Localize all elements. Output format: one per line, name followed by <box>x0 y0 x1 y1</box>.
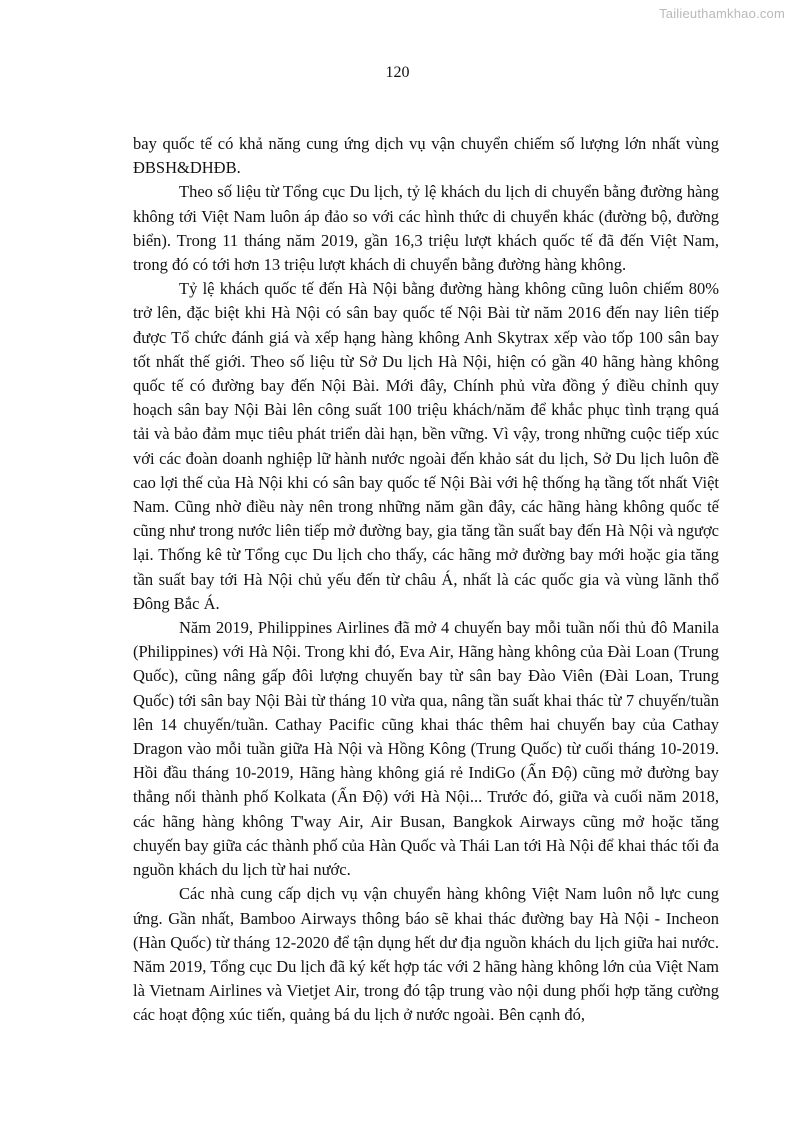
paragraph: Theo số liệu từ Tổng cục Du lịch, tỷ lệ khách du lịch di chuyển bằng đường hàng không tới Việt Nam luôn áp đảo so với các hình thức di chuyển khác (đường bộ, đường biển). Trong 11 tháng năm 2019, gần 16,3 triệu lượt khách quốc tế đã đến Việt Nam, trong đó có tới hơn 13 triệu lượt khách di chuyển bằng đường hàng không. <box>133 182 719 275</box>
watermark: Tailieuthamkhao.com <box>659 6 785 21</box>
paragraph: Năm 2019, Philippines Airlines đã mở 4 chuyến bay mỗi tuần nối thủ đô Manila (Philippines) với Hà Nội. Trong khi đó, Eva Air, Hãng hàng không của Đài Loan (Trung Quốc), cũng nâng gấp đôi lượng chuyến bay từ sân bay Đào Viên (Đài Loan, Trung Quốc) tới sân bay Nội Bài từ tháng 10 vừa qua, nâng tần suất khai thác từ 7 chuyến/tuần lên 14 chuyến/tuần. Cathay Pacific cũng khai thác thêm hai chuyến bay của Cathay Dragon vào mỗi tuần giữa Hà Nội và Hồng Kông (Trung Quốc) từ cuối tháng 10-2019. Hồi đầu tháng 10-2019, Hãng hàng không giá rẻ IndiGo (Ấn Độ) cũng mở đường bay thẳng nối thành phố Kolkata (Ấn Độ) với Hà Nội... Trước đó, giữa và cuối năm 2018, các hãng hàng không T'way Air, Air Busan, Bangkok Airways cũng mở hoặc tăng chuyến bay giữa các thành phố của Hàn Quốc và Thái Lan tới Hà Nội để khai thác tối đa nguồn khách du lịch từ hai nước. <box>133 618 719 880</box>
page-number: 120 <box>385 64 410 81</box>
paragraph: Các nhà cung cấp dịch vụ vận chuyển hàng không Việt Nam luôn nỗ lực cung ứng. Gần nhất, Bamboo Airways thông báo sẽ khai thác đường bay Hà Nội - Incheon (Hàn Quốc) từ tháng 12-2020 để tận dụng hết dư địa nguồn khách du lịch giữa hai nước. Năm 2019, Tổng cục Du lịch đã ký kết hợp tác với 2 hãng hàng không lớn của Việt Nam là Vietnam Airlines và Vietjet Air, trong đó tập trung vào nội dung phối hợp tăng cường các hoạt động xúc tiến, quảng bá du lịch ở nước ngoài. Bên cạnh đó, <box>133 884 719 1025</box>
document-body <box>133 132 719 1028</box>
paragraph: Tỷ lệ khách quốc tế đến Hà Nội bằng đường hàng không cũng luôn chiếm 80% trở lên, đặc biệt khi Hà Nội có sân bay quốc tế Nội Bài từ năm 2016 đến nay liên tiếp được Tổ chức đánh giá và xếp hạng hàng không Anh Skytrax xếp vào tốp 100 sân bay tốt nhất thế giới. Theo số liệu từ Sở Du lịch Hà Nội, hiện có gần 40 hãng hàng không quốc tế có đường bay đến Nội Bài. Mới đây, Chính phủ vừa đồng ý điều chỉnh quy hoạch sân bay Nội Bài lên công suất 100 triệu khách/năm để khắc phục tình trạng quá tải và bảo đảm mục tiêu phát triển dài hạn, bền vững. Vì vậy, trong những cuộc tiếp xúc với các đoàn doanh nghiệp lữ hành nước ngoài đến khảo sát du lịch, Sở Du lịch luôn đề cao lợi thế của Hà Nội khi có sân bay quốc tế Nội Bài với hệ thống hạ tầng tốt nhất Việt Nam. Cũng nhờ điều này nên trong những năm gần đây, các hãng hàng không quốc tế cũng như trong nước liên tiếp mở đường bay, gia tăng tần suất bay đến Hà Nội và ngược lại. Thống kê từ Tổng cục Du lịch cho thấy, các hãng mở đường bay mới hoặc gia tăng tần suất bay tới Hà Nội chủ yếu đến từ châu Á, nhất là các quốc gia và vùng lãnh thổ Đông Bắc Á. <box>133 279 719 613</box>
paragraph-continuation: bay quốc tế có khả năng cung ứng dịch vụ vận chuyển chiếm số lượng lớn nhất vùng ĐBSH&DHĐB. <box>133 134 719 178</box>
